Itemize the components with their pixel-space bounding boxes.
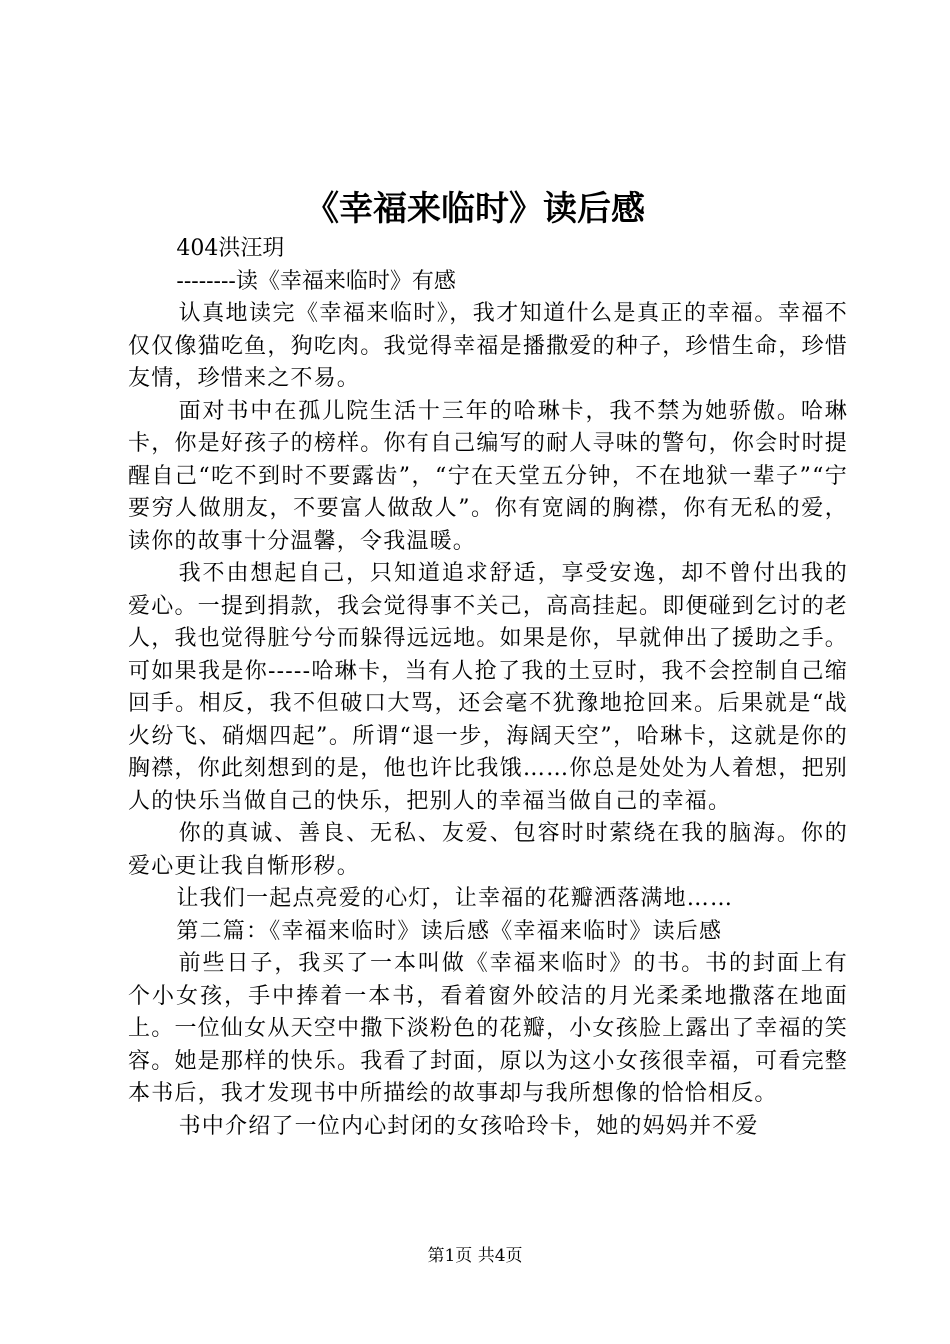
document-title: 《幸福来临时》读后感: [305, 189, 645, 229]
paragraph-2: 面对书中在孤儿院生活十三年的哈琳卡，我不禁为她骄傲。哈琳卡，你是好孩子的榜样。你有自己编写的耐人寻味的警句，你会时时提醒自己“吃不到时不要露齿”，“宁在天堂五分钟，不在地狱一辈子”“宁要穷人做朋友，不要富人做敌人”。你有宽阔的胸襟，你有无私的爱，读你的故事十分温馨，令我温暖。: [128, 398, 848, 554]
paragraph-1: 认真地读完《幸福来临时》，我才知道什么是真正的幸福。幸福不仅仅像猫吃鱼，狗吃肉。我觉得幸福是播撒爱的种子，珍惜生命，珍惜友情，珍惜来之不易。: [128, 301, 848, 391]
page-indicator: 第1页 共4页: [427, 1246, 523, 1266]
paragraph-7: 书中介绍了一位内心封闭的女孩哈玲卡，她的妈妈并不爱: [178, 1113, 759, 1139]
paragraph-3: 我不由想起自己，只知道追求舒适，享受安逸，却不曾付出我的爱心。一提到捐款，我会觉得事不关己，高高挂起。即便碰到乞讨的老人，我也觉得脏兮兮而躲得远远地。如果是你，早就伸出了援助之手。可如果我是你-----哈琳卡，当有人抢了我的土豆时，我不会控制自己缩回手。相反，我不但破口大骂，还会毫不犹豫地抢回来。后果就是“战火纷飞、硝烟四起”。所谓“退一步，海阔天空”，哈琳卡，这就是你的胸襟，你此刻想到的是，他也许比我饿……你总是处处为人着想，把别人的快乐当做自己的快乐，把别人的幸福当做自己的幸福。: [128, 561, 848, 814]
paragraph-4: 你的真诚、善良、无私、友爱、包容时时萦绕在我的脑海。你的爱心更让我自惭形秽。: [128, 821, 848, 879]
author-line: 404洪汪玥: [176, 236, 285, 261]
paragraph-5: 让我们一起点亮爱的心灯，让幸福的花瓣洒落满地……: [176, 886, 734, 911]
paragraph-6: 前些日子，我买了一本叫做《幸福来临时》的书。书的封面上有个小女孩，手中捧着一本书，看着窗外皎洁的月光柔柔地撒落在地面上。一位仙女从天空中撒下淡粉色的花瓣，小女孩脸上露出了幸福的笑容。她是那样的快乐。我看了封面，原以为这小女孩很幸福，可看完整本书后，我才发现书中所描绘的故事却与我所想像的恰恰相反。: [128, 951, 848, 1106]
subtitle-line: --------读《幸福来临时》有感: [176, 268, 456, 294]
section-heading-2: 第二篇：《幸福来临时》读后感《幸福来临时》读后感: [176, 918, 723, 944]
document-body: [128, 233, 848, 1143]
